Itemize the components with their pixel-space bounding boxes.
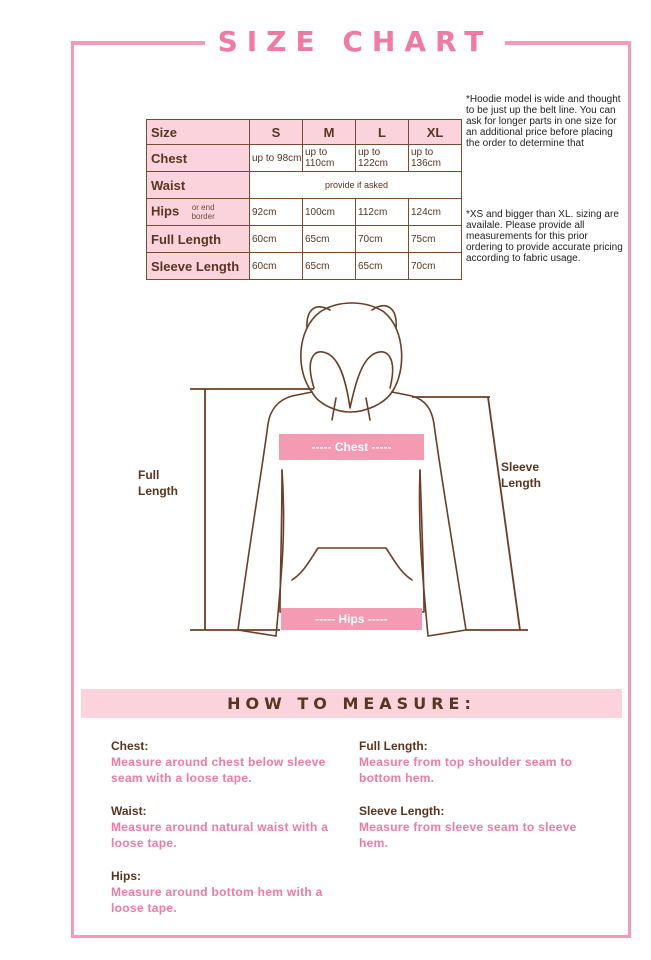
table-cell: up to 98cm [250,145,303,172]
measure-hips [111,868,346,916]
measure-heading: Chest: [111,739,149,753]
page-title: SIZE CHART [205,22,505,62]
measure-description: Measure around natural waist with a loose tape. [111,820,329,850]
table-cell: 70cm [409,253,462,280]
front-pocket [292,548,412,580]
row-label-sleeve-length: Sleeve Length [147,253,250,280]
measure-heading: Sleeve Length: [359,804,445,818]
sleeve-length-dimension [412,397,528,630]
measure-heading: Full Length: [359,739,428,753]
left-sleeve [238,392,312,636]
full-length-label: Full Length [138,468,178,498]
row-sublabel-hips: or end border [191,203,215,221]
hoodie-outline [238,303,466,636]
table-cell: 65cm [303,253,356,280]
row-label-hips-text: Hips [151,203,180,219]
hoodie-body [280,470,424,612]
table-cell: 65cm [303,226,356,253]
measure-heading: Waist: [111,804,147,818]
measure-full-length [359,738,594,786]
how-to-measure-title: HOW TO MEASURE: [81,689,622,718]
table-cell: 70cm [356,226,409,253]
table-cell: up to 122cm [356,145,409,172]
measure-heading: Hips: [111,869,141,883]
measure-description: Measure around chest below sleeve seam with a loose tape. [111,755,326,785]
table-cell: 124cm [409,199,462,226]
right-sleeve [392,392,466,636]
measure-sleeve-length [359,803,594,851]
full-length-dimension [190,389,314,630]
hips-band: ----- Hips ----- [281,608,422,630]
hood-outer [301,303,402,392]
table-cell: 60cm [250,253,303,280]
measure-description: Measure from top shoulder seam to bottom hem. [359,755,573,785]
note-extra-sizes: *XS and bigger than XL. sizing are availale. Please provide all measurements for this prior ordering to provide accurate pricing according to fabric usage. [466,209,623,264]
table-header-cell: M [303,120,356,145]
table-cell: 100cm [303,199,356,226]
right-ear [372,306,396,328]
table-cell: 92cm [250,199,303,226]
table-cell: 65cm [356,253,409,280]
table-cell: 60cm [250,226,303,253]
sleeve-length-label: Sleeve Length [501,460,541,490]
row-label-waist: Waist [147,172,250,199]
row-label-full-length: Full Length [147,226,250,253]
table-cell: 75cm [409,226,462,253]
measure-description: Measure around bottom hem with a loose tape. [111,885,323,915]
left-ear [307,307,330,328]
table-header-cell: XL [409,120,462,145]
measure-description: Measure from sleeve seam to sleeve hem. [359,820,577,850]
table-header-cell: Size [147,120,250,145]
table-cell: 112cm [356,199,409,226]
table-cell: up to 136cm [409,145,462,172]
chest-band: ----- Chest ----- [279,434,424,460]
row-label-chest: Chest [147,145,250,172]
table-cell: up to 110cm [303,145,356,172]
measure-waist [111,803,346,851]
table-header-cell: S [250,120,303,145]
hood-opening [310,352,392,408]
table-header-cell: L [356,120,409,145]
measure-chest [111,738,346,786]
table-cell-merged: provide if asked [250,172,462,199]
note-hoodie-model: *Hoodie model is wide and thought to be just up the belt line. You can ask for longer parts in one size for an additional price before placing the order to determine that [466,94,621,149]
